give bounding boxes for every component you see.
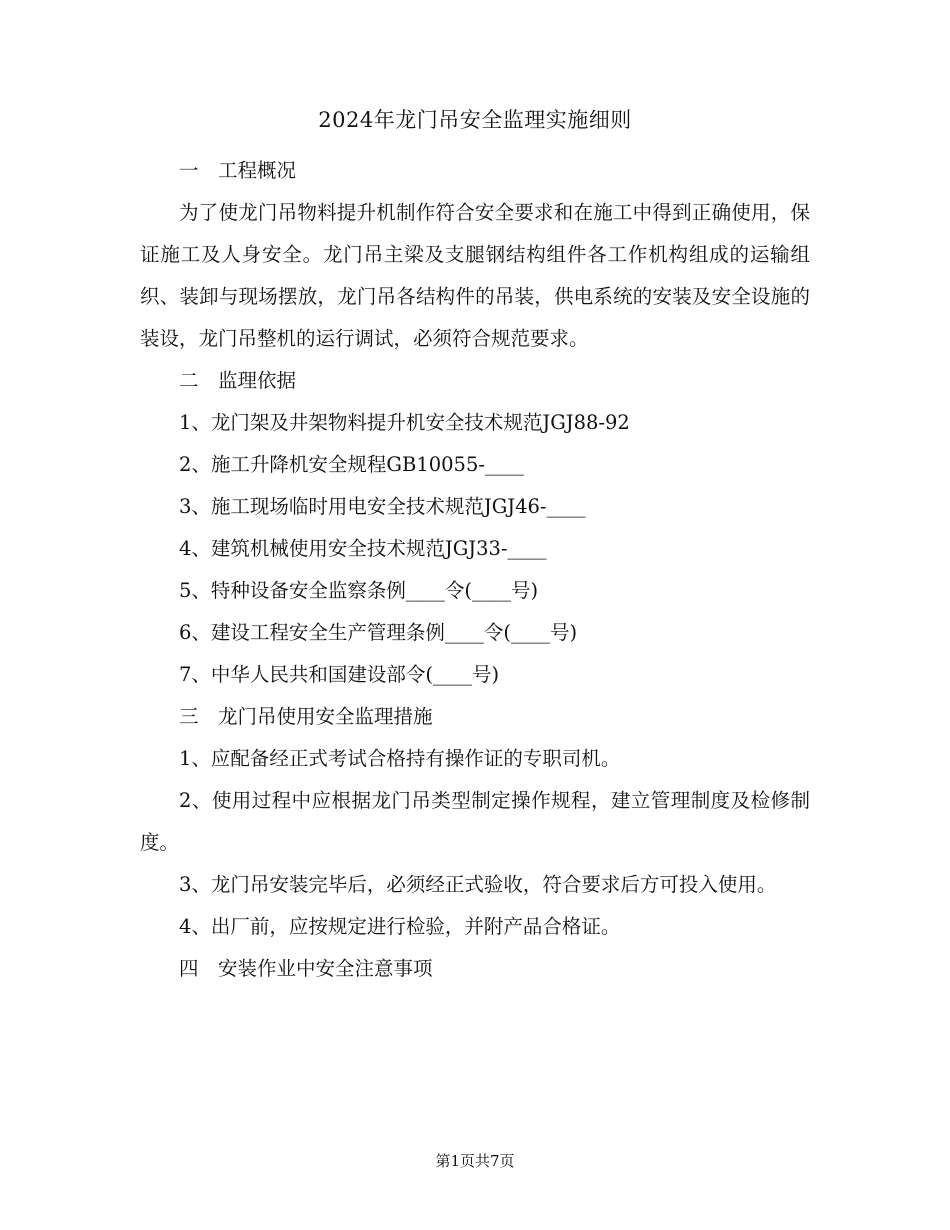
section-heading-overview: 一 工程概况 [179,159,297,182]
measure-item-1: 1、应配备经正式考试合格持有操作证的专职司机。 [179,747,621,770]
basis-item-1: 1、龙门架及井架物料提升机安全技术规范JGJ88-92 [179,411,630,434]
basis-item-4: 4、建筑机械使用安全技术规范JGJ33-____ [179,537,547,560]
measure-item-3: 3、龙门吊安装完毕后，必须经正式验收，符合要求后方可投入使用。 [179,873,777,896]
page-number-footer: 第1页共7页 [435,1152,515,1170]
basis-item-5: 5、特种设备安全监察条例____令(____号) [179,579,539,602]
basis-item-7: 7、中华人民共和国建设部令(____号) [179,663,500,686]
document-body [140,150,810,990]
section-heading-basis: 二 监理依据 [179,369,297,392]
section-heading-installation: 四 安装作业中安全注意事项 [179,957,433,980]
basis-item-6: 6、建设工程安全生产管理条例____令(____号) [179,621,578,644]
measure-item-2: 2、使用过程中应根据龙门吊类型制定操作规程，建立管理制度及检修制度。 [140,789,810,854]
section-heading-measures: 三 龙门吊使用安全监理措施 [179,705,433,728]
basis-item-3: 3、施工现场临时用电安全技术规范JGJ46-____ [179,495,586,518]
basis-item-2: 2、施工升降机安全规程GB10055-____ [179,453,524,476]
measure-item-4: 4、出厂前，应按规定进行检验，并附产品合格证。 [179,915,621,938]
overview-paragraph: 为了使龙门吊物料提升机制作符合安全要求和在施工中得到正确使用，保证施工及人身安全。龙门吊主梁及支腿钢结构组件各工作机构组成的运输组织、装卸与现场摆放，龙门吊各结构件的吊装，供电系统的安装及安全设施的装设，龙门吊整机的运行调试，必须符合规范要求。 [140,201,810,350]
document-title: 2024年龙门吊安全监理实施细则 [318,108,632,132]
